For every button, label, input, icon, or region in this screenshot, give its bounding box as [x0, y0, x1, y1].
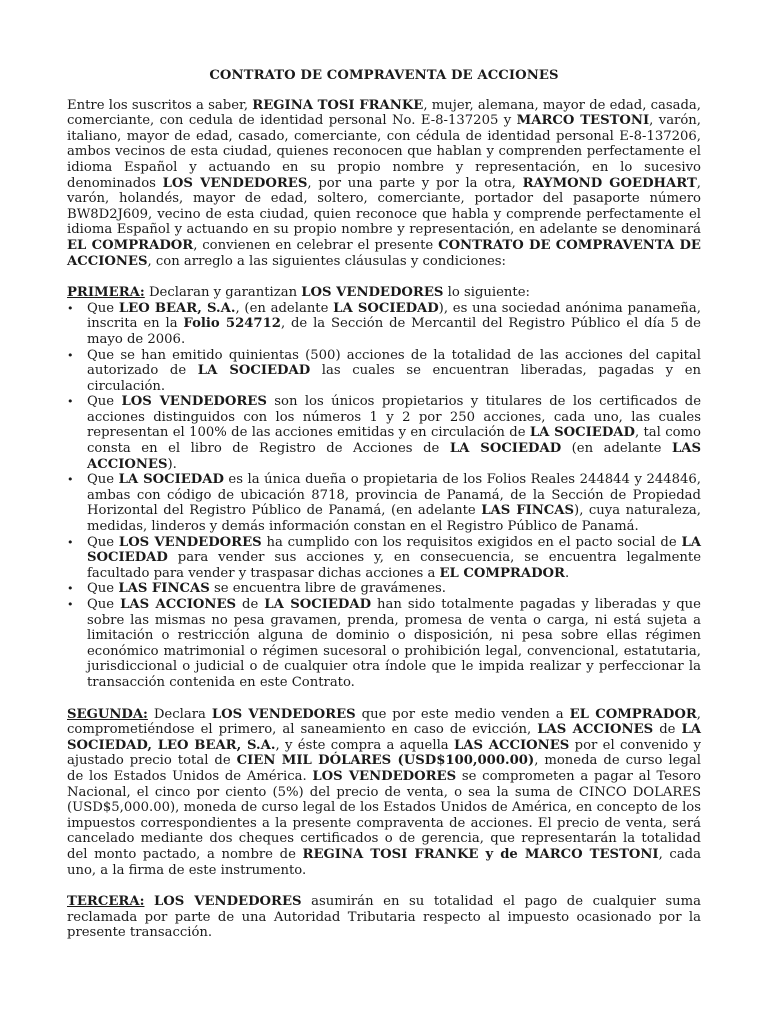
bold-text-run: LAS ACCIONES	[537, 722, 654, 738]
clause-list-item	[67, 597, 701, 691]
text-run: que por este medio venden a	[355, 706, 570, 722]
bold-text-run: Folio 524712	[183, 316, 281, 332]
bold-text-run: TERCERA:	[67, 894, 145, 910]
document-title: CONTRATO DE COMPRAVENTA DE ACCIONES	[209, 68, 559, 83]
text-run: es la única dueña o propietaria de los Folios Reales 244844 y 244846, ambas con código de ubicación 8718, provincia de Panamá, de la Sección de Propiedad Horizontal del Registro Público de Panamá, (en adelante	[87, 472, 701, 519]
text-run: lo siguiente:	[443, 285, 530, 301]
bold-text-run: LAS ACCIONES	[454, 737, 570, 753]
clause-list-item	[67, 535, 701, 582]
text-run	[144, 894, 154, 909]
text-run: de	[236, 597, 265, 612]
bold-text-run: SEGUNDA:	[67, 706, 148, 722]
bold-text-run: LOS VENDEDORES	[154, 894, 302, 910]
text-run: , tal como consta en el libro de Registro de Acciones de	[87, 425, 701, 457]
spacer	[67, 691, 701, 707]
bullet-icon: •	[67, 582, 74, 596]
bullet-icon: •	[67, 598, 74, 611]
text-run: las cuales se encuentran liberadas, pagadas y en circulación.	[87, 363, 701, 394]
bullet-icon: •	[67, 301, 74, 315]
text-run: , cada uno, a la firma de este instrumento.	[67, 846, 701, 878]
bold-text-run: EL COMPRADOR	[439, 565, 565, 581]
text-run: Que	[87, 394, 122, 410]
text-run: , comprometiéndose el primero, al saneamiento en caso de evicción,	[67, 706, 701, 738]
text-run: Declaran y garantizan	[144, 285, 302, 301]
bold-text-run: LOS VENDEDORES	[121, 394, 267, 410]
text-run: son los únicos propietarios y titulares de los certificados de acciones distinguidos con los números 1 y 2 por 250 acciones, cada uno, las cuales representan el 100% de las acciones emitidas y en circulación de	[87, 394, 701, 441]
text-run: asumirán en su totalidad el pago de cualquier suma reclamada por parte de una Autoridad Tributaria respecto al impuesto ocasionado por la presente transacción.	[67, 894, 701, 941]
bold-text-run: LOS VENDEDORES	[301, 285, 444, 301]
clause-list-item	[67, 348, 701, 395]
spacer	[67, 878, 701, 894]
bullet-icon: •	[67, 348, 74, 362]
text-run: ha cumplido con los requisitos exigidos en el pacto social de	[261, 534, 682, 550]
bold-text-run: LOS VENDEDORES	[312, 768, 457, 784]
text-run: de	[653, 722, 682, 738]
text-run: , moneda de curso legal de los Estados Unidos de América.	[67, 753, 702, 784]
text-run: se comprometen a pagar al Tesoro Nacional, el cinco por ciento (5%) del precio de venta, o sea la suma de CINCO DOLARES (USD$5,000.00), moneda de curso legal de los Estados Unidos de América, en concepto de los impuestos correspondientes a la presente compraventa de acciones. El precio de venta, será cancelado mediante dos cheques certificados o de gerencia, que representarán la totalidad del monto pactado, a nombre de	[67, 768, 701, 862]
bold-text-run: LAS ACCIONES	[120, 597, 237, 612]
text-run: Que	[87, 300, 119, 316]
bold-text-run: CIEN MIL DÓLARES (USD$100,000.00)	[236, 753, 535, 769]
bold-text-run: LOS VENDEDORES	[162, 175, 308, 191]
bold-text-run: EL COMPRADOR	[569, 706, 697, 722]
clause-list-item	[67, 394, 701, 472]
text-run: se encuentra libre de gravámenes.	[209, 581, 446, 597]
clause-segunda	[67, 707, 701, 879]
contract-page	[67, 68, 701, 941]
clause-primera-list	[67, 301, 701, 691]
bold-text-run: LAS FINCAS	[118, 581, 210, 597]
text-run: por el convenido y ajustado precio total de	[67, 737, 701, 769]
text-run: Que	[87, 597, 121, 612]
bold-text-run: LA SOCIEDAD	[118, 472, 224, 488]
text-run: Que	[87, 472, 119, 488]
text-run: para vender sus acciones y, en consecuencia, se encuentra legalmente facultado para vender y traspasar dichas acciones a	[87, 550, 701, 581]
bold-text-run: LOS VENDEDORES	[118, 534, 262, 550]
bold-text-run: MARCO TESTONI	[516, 113, 650, 129]
spacer	[67, 269, 701, 285]
bold-text-run: LAS ACCIONES	[87, 441, 701, 472]
bullet-icon: •	[67, 473, 74, 487]
bold-text-run: LA SOCIEDAD	[87, 534, 701, 566]
text-run: ), es una sociedad anónima panameña, inscrita en la	[87, 300, 701, 332]
bold-text-run: LA SOCIEDAD	[197, 363, 311, 379]
text-run: , varón, holandés, mayor de edad, soltero, comerciante, portador del pasaporte número BW8D2J609, vecino de esta ciudad, quien reconoce que habla y comprende perfectamente el idioma Español y actuando en su propio nombre y representación, en adelante se denominará	[67, 175, 701, 238]
clause-list-item	[67, 301, 701, 348]
bold-text-run: LA SOCIEDAD, LEO BEAR, S.A.	[67, 722, 701, 753]
text-run: , de la Sección de Mercantil del Registro Público el día 5 de mayo de 2006.	[87, 316, 701, 347]
clause-list-item	[67, 472, 701, 534]
bold-text-run: LOS VENDEDORES	[211, 706, 356, 722]
text-run: han sido totalmente pagadas y liberadas y que sobre las mismas no pesa gravamen, prenda, promesa de venta o carga, ni está sujeta a limitación o restricción alguna de dominio o disposición, ni pesa sobre ellas régimen económico matrimonial o régimen sucesoral o prohibición legal, convencional, estatutaria, jurisdiccional o judicial o de cualquier otra índole que le impida realizar y perfeccionar la transacción contenida en este Contrato.	[87, 597, 701, 690]
text-run: , mujer, alemana, mayor de edad, casada, comerciante, con cedula de identidad personal No. E-8-137205 y	[67, 97, 701, 129]
bold-text-run: LEO BEAR, S.A.	[118, 300, 236, 316]
text-run: Que	[87, 581, 119, 597]
text-run: , por una parte y por la otra,	[307, 175, 523, 191]
text-run: (en adelante	[561, 441, 672, 457]
text-run: , varón, italiano, mayor de edad, casado, comerciante, con cédula de identidad personal E-8-137206, ambos vecinos de esta ciudad, quienes reconocen que hablan y comprenden perfectamente el idioma Español y actuando en su propio nombre y representación, en lo sucesivo denominados	[67, 113, 701, 191]
text-run: , con arreglo a las siguientes cláusulas y condiciones:	[147, 253, 506, 269]
bold-text-run: LA SOCIEDAD	[529, 425, 635, 441]
text-run: , y éste compra a aquella	[275, 737, 455, 753]
text-run: , (en adelante	[235, 300, 334, 316]
text-run: Entre los suscritos a saber,	[67, 97, 253, 113]
bold-text-run: LA SOCIEDAD	[264, 597, 372, 612]
clause-tercera	[67, 894, 701, 941]
text-run: , convienen en celebrar el presente	[193, 237, 439, 253]
text-run: Que se han emitido quinientas (500) acciones de la totalidad de las acciones del capital autorizado de	[87, 347, 701, 379]
bold-text-run: PRIMERA:	[67, 285, 145, 301]
clause-primera-heading	[67, 285, 701, 301]
text-run: .	[565, 565, 570, 581]
bullet-icon: •	[67, 535, 74, 549]
bold-text-run: LA SOCIEDAD	[333, 300, 439, 316]
text-run: Declara	[147, 706, 212, 722]
bold-text-run: EL COMPRADOR	[67, 237, 194, 253]
clause-list-item	[67, 581, 701, 597]
bold-text-run: LA SOCIEDAD	[449, 441, 562, 457]
bold-text-run: CONTRATO DE COMPRAVENTA DE ACCIONES	[67, 237, 701, 269]
text-run: ), cuya naturaleza, medidas, linderos y demás información constan en el Registro Público de Panamá.	[87, 503, 701, 535]
bold-text-run: RAYMOND GOEDHART	[522, 175, 697, 191]
text-run: Que	[87, 534, 119, 550]
text-run: ).	[167, 456, 177, 472]
bold-text-run: REGINA TOSI FRANKE y de MARCO TESTONI	[302, 846, 659, 862]
bold-text-run: LAS FINCAS	[481, 503, 575, 519]
bold-text-run: REGINA TOSI FRANKE	[252, 97, 424, 113]
bullet-icon: •	[67, 395, 74, 409]
intro-paragraph	[67, 98, 701, 270]
